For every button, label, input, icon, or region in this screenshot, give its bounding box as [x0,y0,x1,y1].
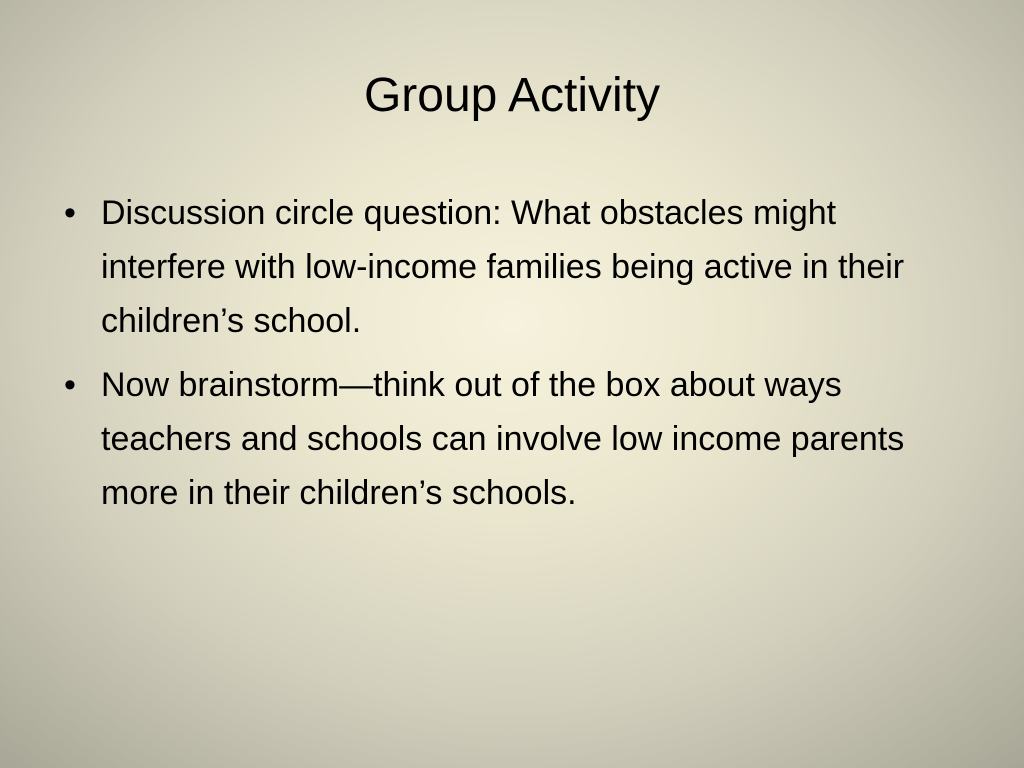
bullet-text: Now brainstorm—think out of the box about ways teachers and schools can involve low income parents more in their children’s schools. [101,366,905,512]
bullet-dot-icon: • [64,366,76,404]
bullet-item [60,358,940,520]
bullet-text: Discussion circle question: What obstacles might interfere with low-income families being active in their children’s school. [101,194,905,340]
bullet-dot-icon: • [64,194,76,232]
slide-title: Group Activity [363,69,661,122]
bullet-item [60,186,940,348]
bullet-list [60,186,940,530]
